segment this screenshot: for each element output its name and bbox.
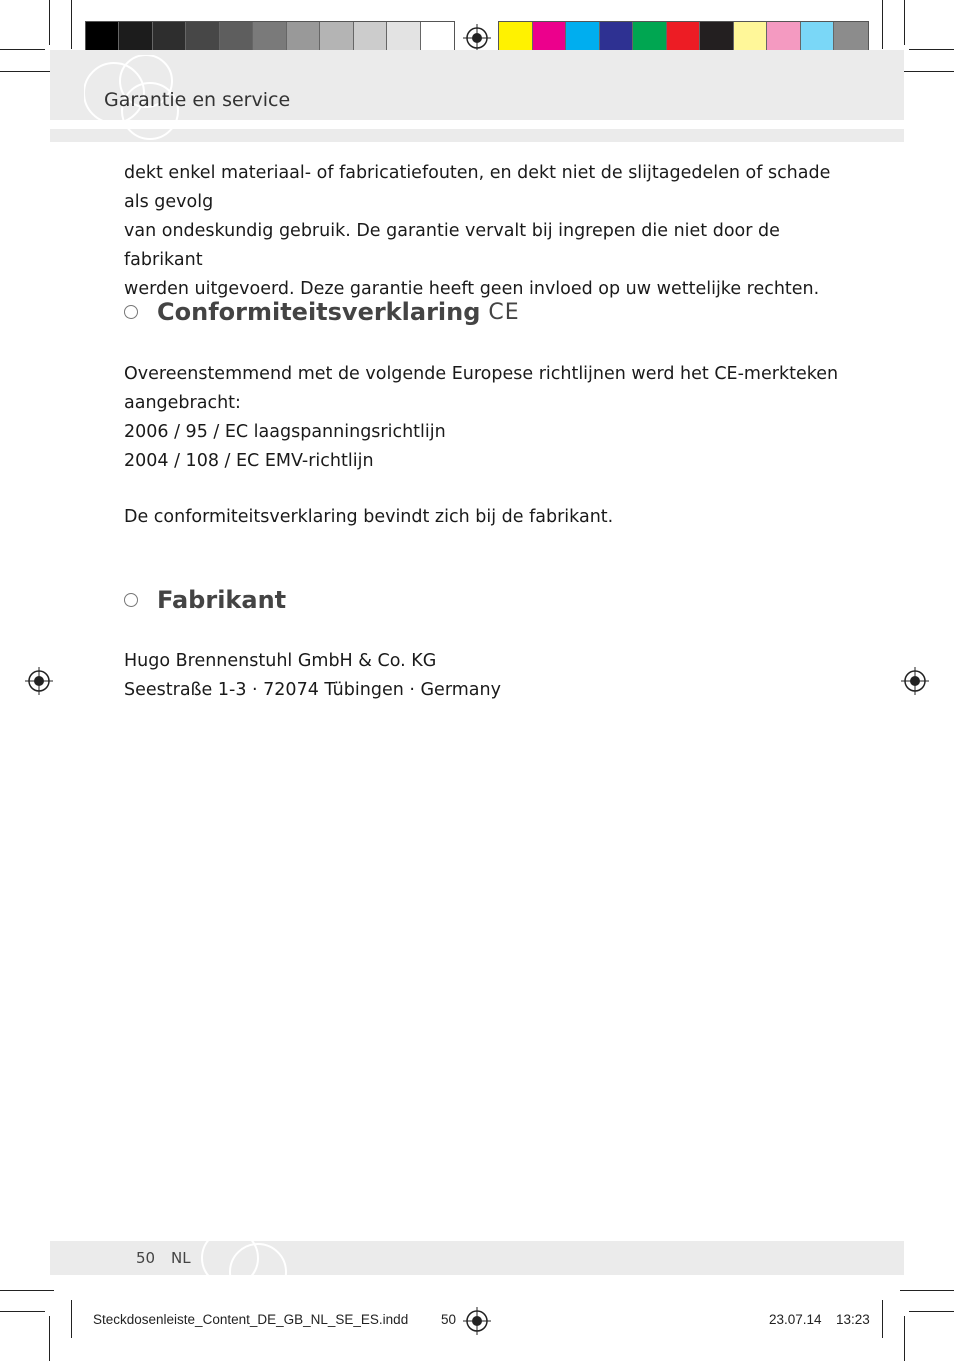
color-swatch bbox=[253, 22, 286, 53]
text-line: aangebracht: bbox=[124, 393, 241, 413]
text-line: Overeenstemmend met de volgende Europese richtlijnen werd het CE-merkteken bbox=[124, 364, 839, 384]
crop-mark bbox=[0, 1311, 45, 1312]
color-swatch bbox=[499, 22, 533, 53]
bullet-circle-icon bbox=[124, 305, 138, 319]
section-title: Fabrikant bbox=[157, 586, 287, 614]
section-title: Conformiteitsverklaring bbox=[157, 298, 481, 326]
color-swatch bbox=[421, 22, 454, 53]
registration-mark-icon bbox=[463, 24, 491, 52]
slug-filename: Steckdosenleiste_Content_DE_GB_NL_SE_ES.indd bbox=[93, 1312, 409, 1327]
section-heading-conformity bbox=[124, 298, 520, 326]
conformity-paragraph bbox=[124, 360, 844, 476]
crop-mark bbox=[49, 0, 50, 45]
crop-mark bbox=[49, 1316, 50, 1361]
color-swatch bbox=[287, 22, 320, 53]
crop-mark bbox=[904, 1316, 905, 1361]
registration-mark-icon bbox=[463, 1307, 491, 1335]
language-code: NL bbox=[171, 1249, 191, 1267]
text-line: 2006 / 95 / EC laagspanningsrichtlijn bbox=[124, 422, 446, 442]
manufacturer-address bbox=[124, 647, 844, 705]
color-swatch bbox=[186, 22, 219, 53]
color-swatch bbox=[153, 22, 186, 53]
crop-mark bbox=[904, 0, 905, 45]
color-swatch bbox=[220, 22, 253, 53]
crop-mark bbox=[882, 1300, 883, 1338]
color-swatch bbox=[119, 22, 152, 53]
registration-mark-icon bbox=[901, 667, 929, 695]
color-swatch bbox=[667, 22, 701, 53]
text-line: Seestraße 1-3 · 72074 Tübingen · Germany bbox=[124, 680, 501, 700]
section-heading-manufacturer bbox=[124, 586, 286, 614]
color-swatch bbox=[566, 22, 600, 53]
registration-mark-icon bbox=[25, 667, 53, 695]
slug-date: 23.07.14 bbox=[769, 1312, 822, 1327]
crop-mark bbox=[909, 49, 954, 50]
crop-mark bbox=[900, 1290, 954, 1291]
text-line: Hugo Brennenstuhl GmbH & Co. KG bbox=[124, 651, 437, 671]
color-swatch bbox=[767, 22, 801, 53]
color-swatch bbox=[700, 22, 734, 53]
page-number: 50 bbox=[136, 1249, 156, 1267]
crop-mark bbox=[71, 1300, 72, 1338]
color-swatch bbox=[801, 22, 835, 53]
color-swatch bbox=[600, 22, 634, 53]
crop-mark bbox=[900, 71, 954, 72]
text-line: 2004 / 108 / EC EMV-richtlijn bbox=[124, 451, 374, 471]
slug-time: 13:23 bbox=[836, 1312, 870, 1327]
decorative-circles-icon bbox=[200, 1228, 300, 1278]
crop-mark bbox=[0, 1290, 54, 1291]
text-line: werden uitgevoerd. Deze garantie heeft geen invloed op uw wettelijke rechten. bbox=[124, 279, 820, 299]
crop-mark bbox=[0, 71, 54, 72]
text-line: dekt enkel materiaal- of fabricatiefouten, en dekt niet de slijtagedelen of schade als gevolg bbox=[124, 163, 831, 212]
bullet-circle-icon bbox=[124, 593, 138, 607]
page-header-title: Garantie en service bbox=[104, 89, 291, 111]
color-swatch bbox=[734, 22, 768, 53]
color-swatch bbox=[533, 22, 567, 53]
intro-paragraph bbox=[124, 159, 844, 304]
slug-page: 50 bbox=[441, 1312, 457, 1327]
color-swatch bbox=[834, 22, 868, 53]
color-swatch bbox=[354, 22, 387, 53]
color-swatch bbox=[320, 22, 353, 53]
crop-mark bbox=[882, 0, 883, 49]
crop-mark bbox=[0, 49, 45, 50]
crop-mark bbox=[909, 1311, 954, 1312]
color-swatch bbox=[86, 22, 119, 53]
ce-mark-icon: CE bbox=[488, 299, 520, 325]
color-swatch bbox=[387, 22, 420, 53]
text-line: van ondeskundig gebruik. De garantie vervalt bij ingrepen die niet door de fabrikant bbox=[124, 221, 780, 270]
crop-mark bbox=[71, 0, 72, 49]
color-swatch bbox=[633, 22, 667, 53]
conformity-note: De conformiteitsverklaring bevindt zich bij de fabrikant. bbox=[124, 507, 614, 527]
